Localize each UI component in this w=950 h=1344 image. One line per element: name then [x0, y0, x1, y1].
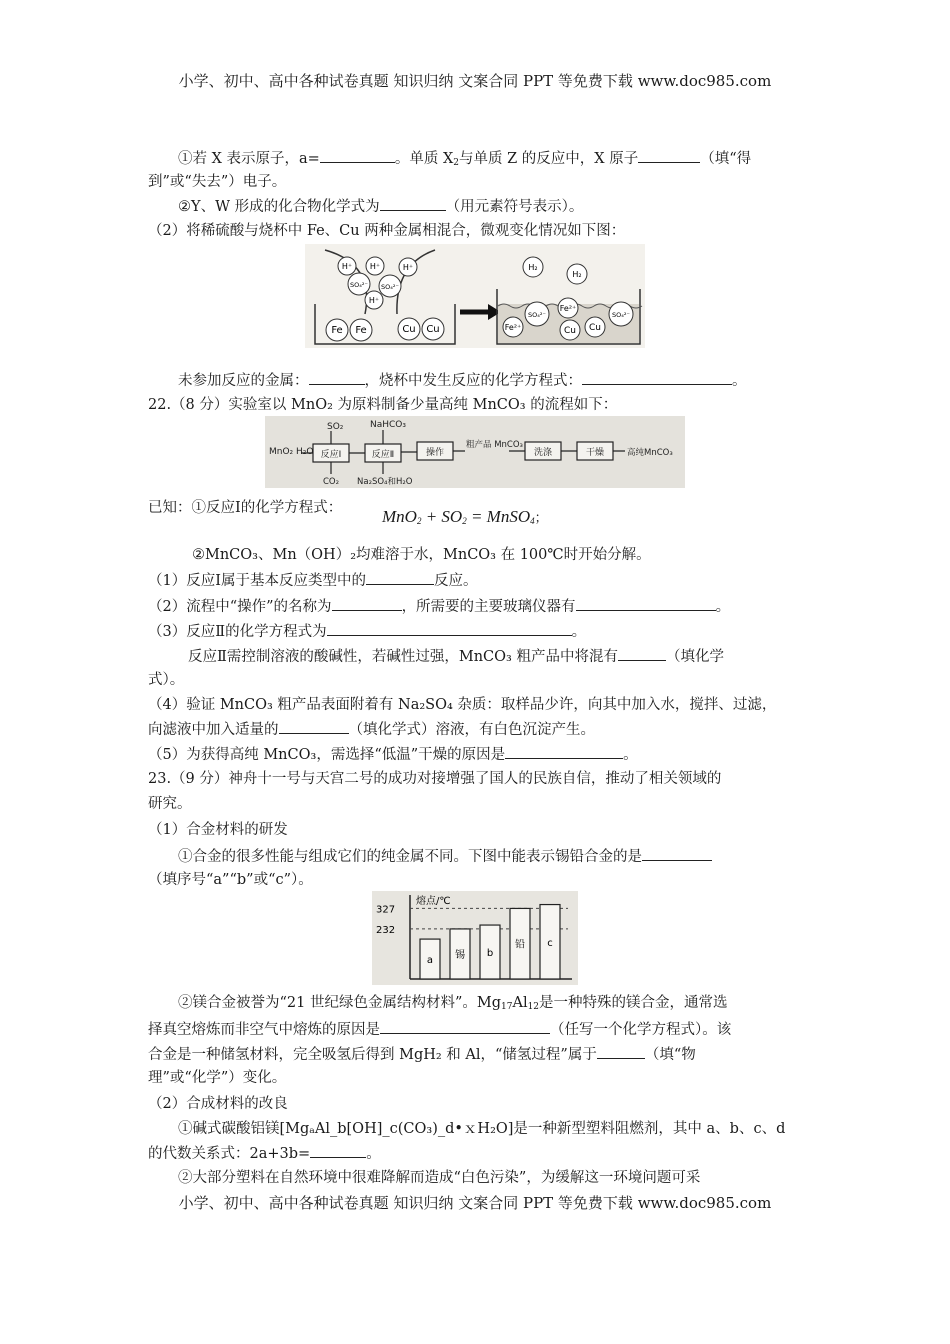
q23-c1: ①碱式碳酸铝镁[MgₐAl_b[OH]_c(CO₃)_d•ｘH₂O]是一种新型塑料阻燃剂，其中 a、b、c、d — [178, 1121, 786, 1137]
q23-text: 。 — [366, 1146, 381, 1162]
q22-text: 。 — [715, 599, 731, 615]
answer-blank[interactable] — [597, 1044, 645, 1059]
flow-byproduct: CO₂ — [323, 477, 340, 487]
q22-s5 — [148, 744, 638, 765]
q22-known2: ②MnCO₃、Mn（OH）₂均难溶于水，MnCO₃ 在 100℃时开始分解。 — [192, 547, 651, 563]
q23-text: 的代数关系式：2a+3b= — [148, 1146, 311, 1162]
q22-text: 反应Ⅱ需控制溶液的酸碱性，若碱性过强，MnCO₃ 粗产品中将混有 — [188, 649, 618, 665]
answer-blank[interactable] — [320, 148, 395, 163]
answer-blank[interactable] — [618, 646, 666, 661]
q21-line1: ①若 X 表示原子，a= 。单质 $X_2$与单质 Z 的反应中，X 原子 （填“得 — [178, 148, 751, 173]
flow-input: MnO₂ H₂O — [269, 447, 314, 457]
q21-text: 未参加反应的金属： — [178, 373, 309, 389]
ion-label: SO₄²⁻ — [350, 281, 368, 289]
q21-line3 — [178, 196, 583, 217]
y-tick-label: 327 — [376, 904, 396, 916]
melting-point-chart — [372, 891, 578, 985]
ion-label: H⁺ — [341, 262, 353, 271]
q22-known1 — [148, 498, 342, 518]
q21-text: 与单质 Z 的反应中，X 原子 — [459, 151, 639, 167]
flow-reagent: NaHCO₃ — [370, 420, 406, 430]
q22-text: 反应。 — [433, 573, 478, 589]
q23-a2: （填序号“a”“b”或“c”）。 — [148, 872, 313, 888]
q23-text: ②镁合金被誉为“21 世纪绿色金属结构材料”。Mg — [178, 995, 502, 1011]
flow-box: 洗涤 — [533, 448, 553, 458]
answer-blank[interactable] — [332, 596, 402, 611]
answer-blank[interactable] — [582, 370, 732, 385]
answer-blank[interactable] — [309, 370, 365, 385]
q23-b2 — [148, 1019, 731, 1040]
eq-part: + SO — [421, 507, 463, 526]
flow-mid: 粗产品 MnCO₃ — [466, 440, 523, 450]
metal-label: Fe — [355, 325, 367, 336]
flow-box: 操作 — [425, 448, 445, 458]
eq-part: = MnSO — [466, 507, 531, 526]
q22-s2 — [148, 596, 730, 617]
q22-text: （3）反应Ⅱ的化学方程式为 — [148, 624, 327, 640]
q21-line2: 到”或“失去”）电子。 — [148, 174, 287, 190]
q22-text: 已知：①反应Ⅰ的化学方程式： — [148, 500, 343, 516]
ion-label: SO₄²⁻ — [381, 283, 399, 291]
eq-part: ； — [534, 510, 548, 525]
q21-text: ②Y、W 形成的化合物化学式为 — [178, 199, 380, 215]
q23-text: 择真空熔炼而非空气中熔炼的原因是 — [148, 1022, 380, 1038]
ion-label: H⁺ — [368, 296, 380, 305]
q21-text: （用元素符号表示）。 — [445, 199, 584, 215]
q22-s3c — [188, 646, 724, 667]
q21-text: （填“得 — [700, 151, 752, 167]
flow-box: 反应Ⅱ — [371, 450, 395, 460]
q23-a1 — [178, 846, 712, 867]
q22-text: （1）反应Ⅰ属于基本反应类型中的 — [148, 573, 366, 589]
q23-b4: 理”或“化学”）变化。 — [148, 1070, 287, 1086]
q23-text: 是一种特殊的镁合金，通常选 — [539, 995, 728, 1011]
answer-blank[interactable] — [310, 1143, 366, 1158]
q22-s1 — [148, 570, 477, 591]
q23-title2: 研究。 — [148, 796, 192, 812]
metal-label: Cu — [426, 324, 440, 335]
ion-label: H⁺ — [369, 262, 381, 271]
q21-line5 — [178, 370, 747, 391]
q22-s3 — [148, 621, 586, 642]
q23-text: 合金是一种储氢材料，完全吸氢后得到 MgH₂ 和 Al，“储氢过程”属于 — [148, 1047, 597, 1063]
q22-text: 。 — [571, 624, 587, 640]
q22-text: （2）流程中“操作”的名称为 — [148, 599, 332, 615]
metal-label: Cu — [564, 326, 576, 336]
reaction-figure — [305, 244, 645, 348]
q22-text: ，所需要的主要玻璃仪器有 — [401, 599, 576, 615]
q22-text: 。 — [623, 747, 638, 763]
flow-box: 反应Ⅰ — [320, 450, 342, 460]
q22-text: （5）为获得高纯 MnCO₃，需选择“低温”干燥的原因是 — [148, 747, 506, 763]
q22-title: 22.（8 分）实验室以 MnO₂ 为原料制备少量高纯 MnCO₃ 的流程如下： — [148, 397, 618, 413]
q23-text: （任写一个化学方程式）。该 — [550, 1022, 732, 1038]
bar-label: 铅 — [515, 939, 525, 951]
q23-text: （填“物 — [644, 1047, 696, 1063]
q23-part2: （2）合成材料的改良 — [148, 1096, 288, 1112]
q23-text: Al — [512, 995, 528, 1011]
answer-blank[interactable] — [279, 719, 349, 734]
q22-text: 向滤液中加入适量的 — [148, 722, 279, 738]
q22-text: （填化学式）溶液，有白色沉淀产生。 — [348, 722, 595, 738]
q21-text: ，烧杯中发生反应的化学方程式： — [364, 373, 582, 389]
answer-blank[interactable] — [366, 570, 434, 585]
metal-label: Cu — [402, 324, 416, 335]
ion-label: Fe²⁺ — [504, 323, 522, 332]
page-header: 小学、初中、高中各种试卷真题 知识归纳 文案合同 PPT 等免费下载 www.doc985.com — [178, 72, 772, 90]
ion-label: SO₄²⁻ — [528, 311, 546, 319]
q22-s3e: 式）。 — [148, 672, 185, 688]
gas-label: H₂ — [572, 270, 582, 279]
q23-title: 23.（9 分）神舟十一号与天宫二号的成功对接增强了国人的民族自信，推动了相关领域的 — [148, 771, 722, 787]
q23-text: ①合金的很多性能与组成它们的纯金属不同。下图中能表示锡铅合金的是 — [178, 849, 642, 865]
flowchart-figure — [265, 416, 685, 488]
q23-b1: ②镁合金被誉为“21 世纪绿色金属结构材料”。$Mg_{17}Al_{12}$是一种特殊的镁合金，通常选 — [178, 995, 728, 1012]
q23-c2 — [148, 1143, 381, 1164]
answer-blank[interactable] — [576, 596, 716, 611]
q22-s4: （4）验证 MnCO₃ 粗产品表面附着有 Na₂SO₄ 杂质：取样品少许，向其中加入水，搅拌、过滤， — [148, 697, 777, 713]
q22-text: （填化学 — [665, 649, 724, 665]
ion-label: H⁺ — [402, 263, 414, 272]
q21-part2: （2）将稀硫酸与烧杯中 Fe、Cu 两种金属相混合，微观变化情况如下图： — [148, 223, 626, 239]
flow-box: 干燥 — [585, 448, 605, 458]
y-tick-label: 232 — [376, 924, 396, 936]
metal-label: Fe — [331, 325, 343, 336]
q23-part1: （1）合金材料的研发 — [148, 822, 288, 838]
page-footer: 小学、初中、高中各种试卷真题 知识归纳 文案合同 PPT 等免费下载 www.doc985.com — [178, 1194, 772, 1212]
q21-text: 。单质 X — [394, 151, 454, 167]
answer-blank[interactable] — [327, 621, 572, 636]
bar-label: b — [486, 948, 494, 960]
answer-blank[interactable] — [505, 744, 623, 759]
q22-s4b — [148, 719, 595, 740]
answer-blank[interactable] — [638, 148, 700, 163]
ion-label: SO₄²⁻ — [612, 311, 630, 319]
answer-blank[interactable] — [380, 196, 446, 211]
flow-byproduct: Na₂SO₄和H₂O — [357, 477, 413, 487]
q21-text: 。 — [732, 373, 747, 389]
metal-label: Cu — [589, 323, 601, 333]
gas-label: H₂ — [528, 263, 538, 272]
q21-text: ①若 X 表示原子，a= — [178, 151, 320, 167]
bar-label: 锡 — [455, 949, 465, 961]
answer-blank[interactable] — [642, 846, 712, 861]
equation: $MnO_2 + SO_2$ = MnSO$_4$； — [382, 507, 548, 526]
chart-title: 熔点/℃ — [416, 896, 451, 907]
flow-final: 高纯MnCO₃ — [627, 448, 673, 458]
bar-label: a — [426, 955, 434, 967]
answer-blank[interactable] — [380, 1019, 550, 1034]
q23-b3 — [148, 1044, 696, 1065]
ion-label: Fe²⁺ — [559, 304, 577, 313]
bar-label: c — [547, 937, 553, 949]
q23-d1: ②大部分塑料在自然环境中很难降解而造成“白色污染”，为缓解这一环境问题可采 — [178, 1170, 701, 1186]
flow-reagent: SO₂ — [327, 422, 344, 432]
eq-part: MnO — [382, 507, 417, 526]
